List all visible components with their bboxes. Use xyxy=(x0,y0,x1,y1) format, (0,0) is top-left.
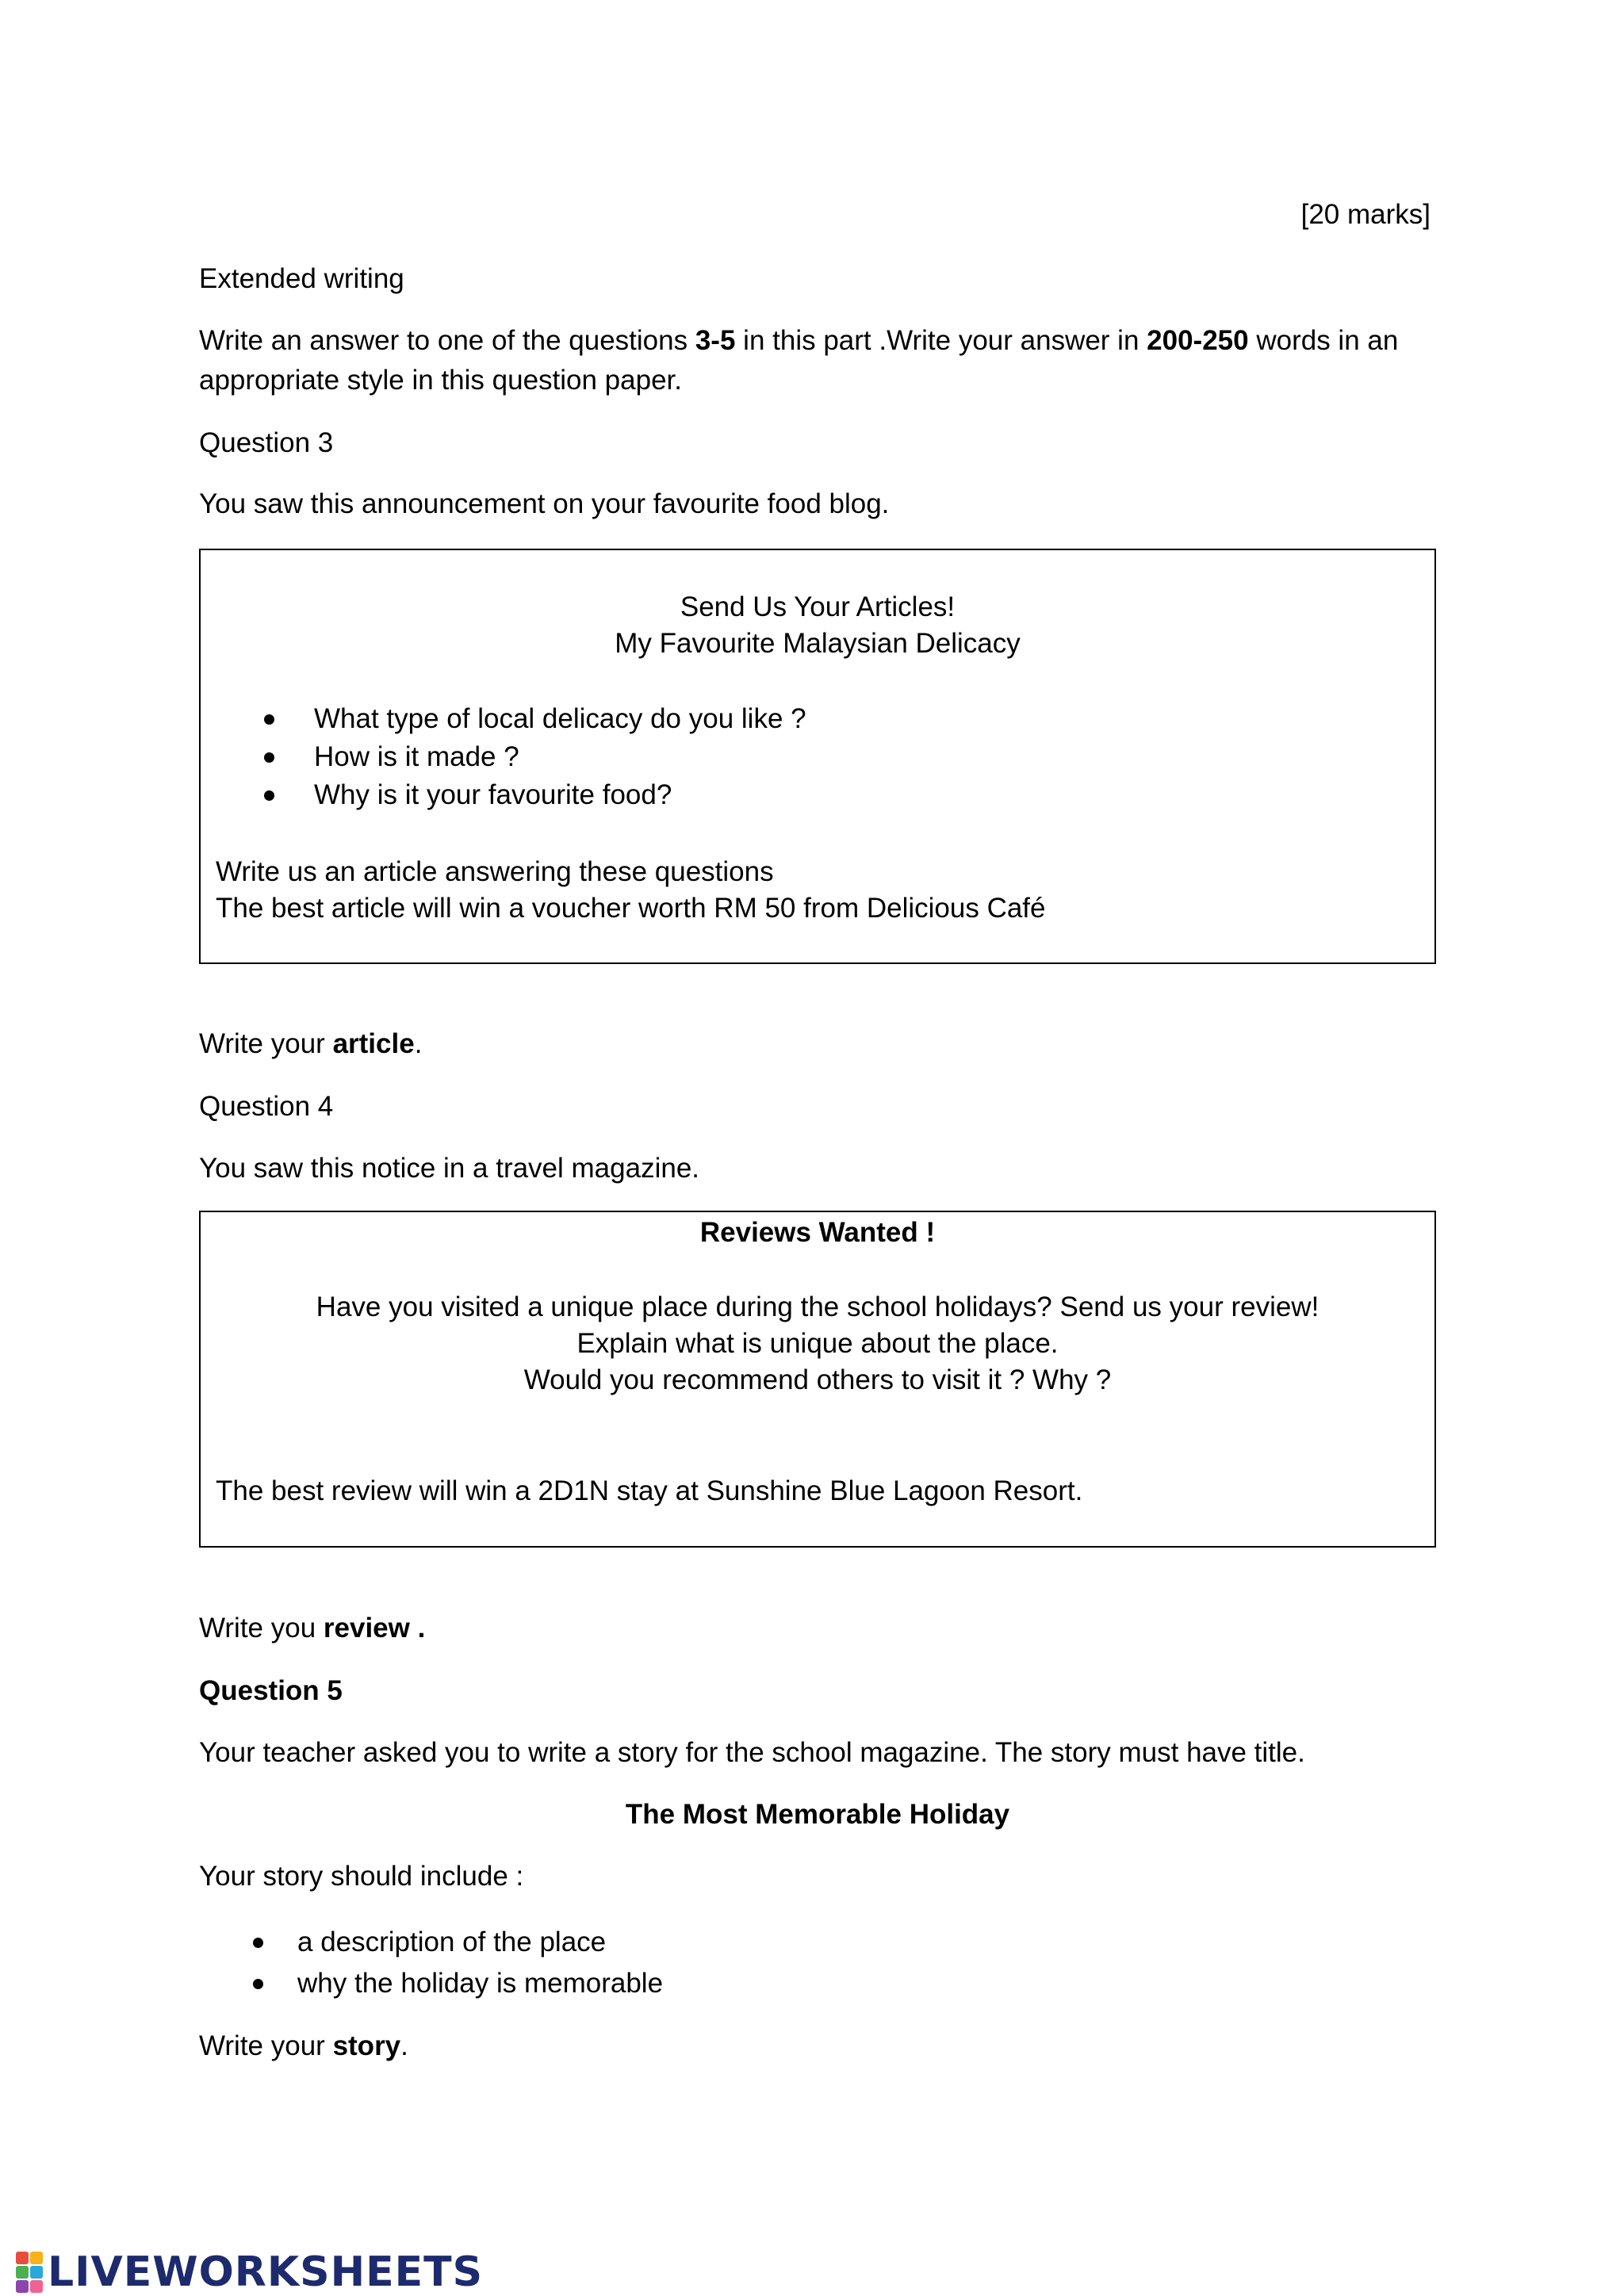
instruction-question-range: 3-5 xyxy=(695,325,736,356)
bullet-icon xyxy=(264,714,274,725)
instruction-text-2: in this part .Write your answer in xyxy=(735,325,1147,356)
notice-line-2: Explain what is unique about the place. xyxy=(576,1328,1059,1359)
list-item: Why is it your favourite food? xyxy=(264,776,1374,814)
question-4-label: Question 4 xyxy=(199,1091,334,1122)
question-3-announcement-box xyxy=(199,549,1436,964)
bullet-icon xyxy=(264,752,274,763)
question-5-label: Question 5 xyxy=(199,1675,343,1706)
announcement-title-2: My Favourite Malaysian Delicacy xyxy=(615,628,1021,659)
instruction-line-2: appropriate style in this question paper. xyxy=(199,365,682,396)
announcement-title-1: Send Us Your Articles! xyxy=(680,591,956,622)
announcement-footer-1: Write us an article answering these questions xyxy=(216,856,774,887)
task-keyword: article xyxy=(332,1028,415,1059)
bullet-icon xyxy=(253,1938,263,1948)
section-title: Extended writing xyxy=(199,263,404,294)
story-title: The Most Memorable Holiday xyxy=(625,1799,1010,1830)
instructions xyxy=(199,322,1436,360)
list-item: why the holiday is memorable xyxy=(253,1963,1363,2004)
question-5-prompt: Your teacher asked you to write a story for the school magazine. The story must have title. xyxy=(199,1737,1305,1768)
list-item: What type of local delicacy do you like ? xyxy=(264,700,1374,738)
question-5-task: Write your story. xyxy=(199,2030,408,2061)
announcement-bullet-list xyxy=(264,700,1374,814)
story-bullet-list xyxy=(253,1922,1363,2004)
bullet-icon xyxy=(253,1979,263,1989)
task-keyword: story xyxy=(332,2030,401,2061)
announcement-footer-2: The best article will win a voucher worth RM 50 from Delicious Café xyxy=(216,893,1046,924)
logo-text: LIVEWORKSHEETS xyxy=(48,2248,484,2296)
question-4-prompt: You saw this notice in a travel magazine. xyxy=(199,1153,700,1184)
notice-footer: The best review will win a 2D1N stay at Sunshine Blue Lagoon Resort. xyxy=(216,1475,1083,1506)
bullet-icon xyxy=(264,790,274,801)
list-item: How is it made ? xyxy=(264,738,1374,776)
question-3-task: Write your article. xyxy=(199,1028,423,1059)
list-item: a description of the place xyxy=(253,1922,1363,1963)
task-keyword: review . xyxy=(323,1613,426,1644)
notice-line-1: Have you visited a unique place during the school holidays? Send us your review! xyxy=(316,1292,1320,1322)
question-4-task: Write you review . xyxy=(199,1613,426,1644)
instruction-word-count: 200-250 xyxy=(1147,325,1249,356)
notice-title: Reviews Wanted ! xyxy=(699,1217,936,1248)
question-3-prompt: You saw this announcement on your favourite food blog. xyxy=(199,488,890,519)
story-include-label: Your story should include : xyxy=(199,1861,524,1892)
question-4-notice-box xyxy=(199,1211,1436,1548)
liveworksheets-logo xyxy=(16,2250,483,2294)
notice-line-3: Would you recommend others to visit it ? Why ? xyxy=(523,1364,1112,1395)
instruction-text-3: words in an xyxy=(1248,325,1399,356)
logo-icon xyxy=(16,2252,43,2293)
marks-label: [20 marks] xyxy=(1300,199,1431,230)
instruction-text-1: Write an answer to one of the questions xyxy=(199,325,695,356)
question-3-label: Question 3 xyxy=(199,427,334,458)
